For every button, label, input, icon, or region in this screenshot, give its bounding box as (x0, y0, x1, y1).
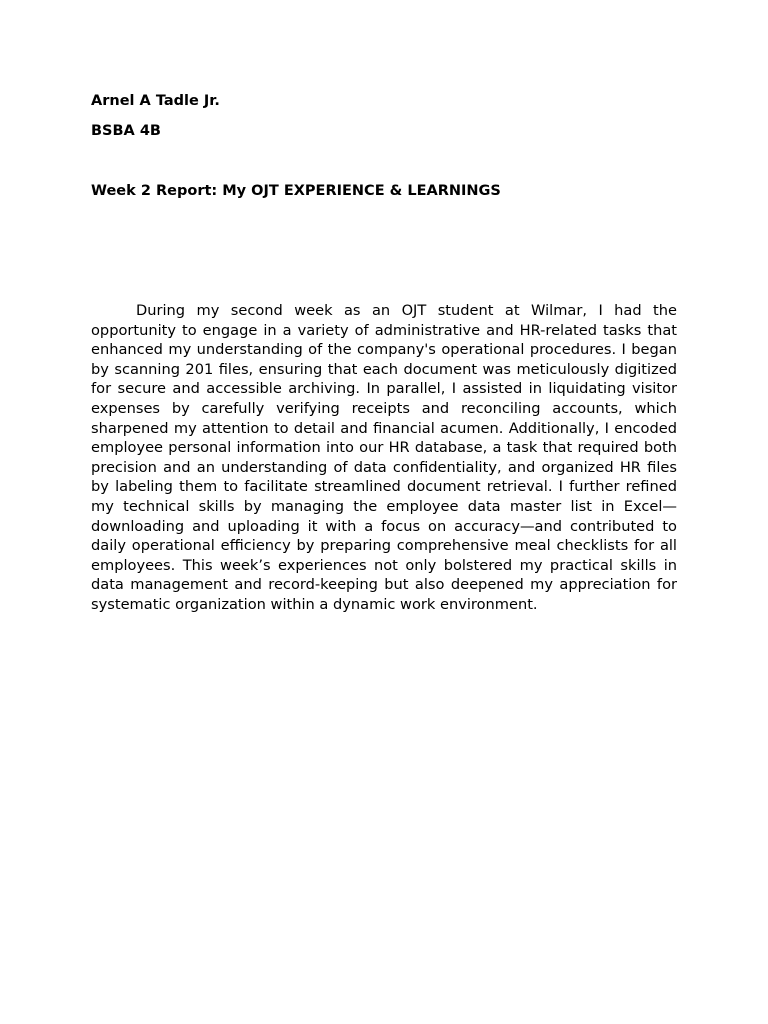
author-name: Arnel A Tadle Jr. (91, 93, 220, 109)
course-section: BSBA 4B (91, 123, 161, 139)
report-title: Week 2 Report: My OJT EXPERIENCE & LEARNINGS (91, 183, 501, 199)
report-body-paragraph: During my second week as an OJT student at Wilmar, I had the opportunity to engage in a variety of administrative and HR-related tasks that enhanced my understanding of the company's operational procedures. I began by scanning 201 files, ensuring that each document was meticulously digitized for secure and accessible archiving. In parallel, I assisted in liquidating visitor expenses by carefully verifying receipts and reconciling accounts, which sharpened my attention to detail and financial acumen. Additionally, I encoded employee personal information into our HR database, a task that required both precision and an understanding of data confidentiality, and organized HR files by labeling them to facilitate streamlined document retrieval. I further refined my technical skills by managing the employee data master list in Excel—downloading and uploading it with a focus on accuracy—and contributed to daily operational efficiency by preparing comprehensive meal checklists for all employees. This week’s experiences not only bolstered my practical skills in data management and record-keeping but also deepened my appreciation for systematic organization within a dynamic work environment. (91, 302, 677, 613)
